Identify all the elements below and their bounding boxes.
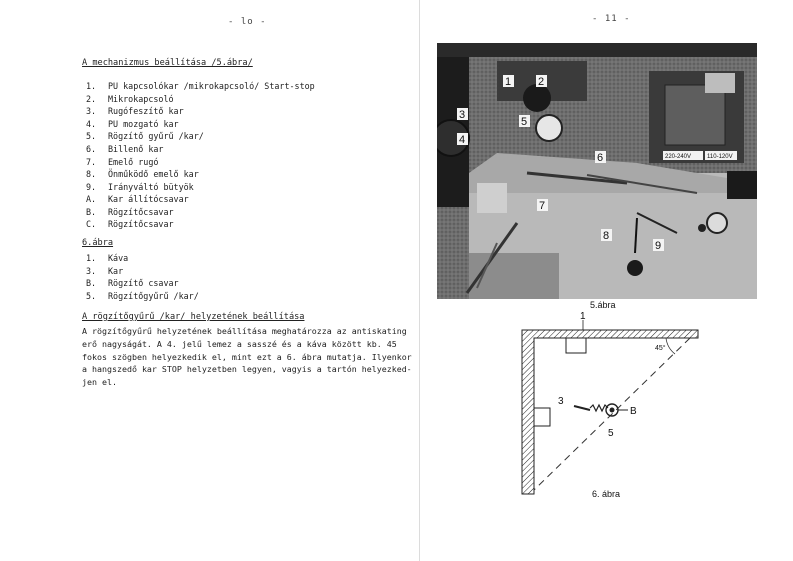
list-item-text: Kar állítócsavar [108, 194, 189, 204]
mechanism-photo [437, 43, 757, 299]
list-item-number: 1. [86, 253, 97, 263]
list-item-text: Emelő rugó [108, 156, 159, 167]
list-item-number: B. [86, 206, 97, 217]
list-item-number: 5. [86, 290, 97, 301]
photo-callout-3: 3 [459, 109, 466, 121]
list-item-text: Rögzítőcsavar [108, 219, 174, 230]
list-item-number: A. [86, 194, 97, 204]
list-item-text: PU mozgató kar [108, 118, 179, 129]
list-item [86, 105, 315, 118]
figure-caption-5: 5.ábra [590, 300, 616, 310]
parts-list-fig6 [86, 252, 199, 302]
list-item-text: Mikrokapcsoló [108, 93, 174, 104]
photo-callout-2: 2 [538, 76, 545, 88]
diagram-label-B: B [630, 406, 637, 417]
photo-callout-8: 8 [603, 230, 610, 242]
list-item-number: C. [86, 219, 97, 230]
list-item [86, 252, 199, 265]
list-item [86, 218, 189, 231]
section-heading-ring: A rögzítőgyűrű /kar/ helyzetének beállítása [82, 312, 305, 322]
list-item-number: 5. [86, 131, 97, 142]
list-item [86, 130, 315, 143]
section-heading-mechanism: A mechanizmus beállítása /5.ábra/ [82, 58, 253, 68]
list-item-text: Önműködő emelő kar [108, 169, 199, 180]
diagram-label-3: 3 [558, 396, 564, 407]
list-item [86, 181, 315, 194]
list-item-text: Irányváltó bütyök [108, 181, 194, 192]
list-item [86, 143, 315, 156]
list-item-number: 7. [86, 156, 97, 167]
parts-list-numbered [86, 80, 315, 193]
diagram-angle-label: 45° [655, 345, 666, 352]
list-item [86, 168, 315, 181]
list-item-number: 6. [86, 143, 97, 154]
list-item-text: Káva [108, 253, 129, 263]
body-paragraph [82, 325, 422, 389]
page-fold [419, 0, 420, 561]
paragraph-line: a hangszedő kar STOP helyzetben legyen, vagyis a tartón helyezked- [82, 364, 412, 375]
list-item [86, 265, 199, 278]
list-item-text: Rugófeszítő kar [108, 106, 184, 117]
list-item [86, 277, 199, 290]
photo-callout-4: 4 [459, 134, 466, 146]
page-number-right: - 11 - [592, 14, 631, 24]
parts-list-lettered [86, 193, 189, 231]
list-item-text: Rögzítőgyűrű /kar/ [108, 290, 199, 301]
list-item-number: 2. [86, 93, 97, 104]
list-item [86, 193, 189, 206]
list-item-number: 9. [86, 181, 97, 192]
list-item-text: Rögzítőcsavar [108, 206, 174, 217]
list-item [86, 156, 315, 169]
photo-callout-7: 7 [539, 200, 546, 212]
list-item [86, 290, 199, 303]
list-item-text: PU kapcsolókar /mikrokapcsoló/ Start-stop [108, 81, 315, 91]
angle-diagram [508, 310, 708, 500]
list-item [86, 80, 315, 93]
paragraph-line: fokos szögben helyezkedik el, mint ezt a 6. ábra mutatja. Ilyenkor [82, 351, 412, 362]
list-item-number: 4. [86, 118, 97, 129]
list-item [86, 206, 189, 219]
list-item [86, 93, 315, 106]
photo-callout-6: 6 [597, 152, 604, 164]
list-item-number: 1. [86, 81, 97, 91]
list-item-text: Kar [108, 265, 124, 276]
page-number-left: - lo - [228, 17, 267, 27]
list-item [86, 118, 315, 131]
list-item-text: Rögzítő gyűrű /kar/ [108, 131, 204, 142]
section-heading-fig6: 6.ábra [82, 238, 114, 248]
photo-callout-9: 9 [655, 240, 662, 252]
paragraph-line: erő nagyságát. A 4. jelű lemez a sasszé és a káva között kb. 45 [82, 338, 397, 349]
list-item-number: 3. [86, 265, 97, 276]
figure-caption-6: 6. ábra [592, 489, 621, 499]
photo-callout-5: 5 [521, 116, 528, 128]
diagram-label-1: 1 [580, 311, 586, 322]
list-item-text: Billenő kar [108, 143, 164, 154]
list-item-number: 3. [86, 106, 97, 117]
paragraph-line: jen el. [82, 377, 117, 388]
list-item-number: 8. [86, 169, 97, 180]
photo-callout-1: 1 [505, 76, 512, 88]
voltage-label-110: 110-120V [707, 154, 733, 160]
list-item-text: Rögzítő csavar [108, 278, 179, 289]
list-item-number: B. [86, 278, 97, 289]
left-page [60, 0, 415, 561]
paragraph-line: A rögzítőgyűrű helyzetének beállítása meghatározza az antiskating [82, 326, 407, 336]
diagram-label-5: 5 [608, 428, 614, 439]
voltage-label-220: 220-240V [665, 154, 692, 160]
